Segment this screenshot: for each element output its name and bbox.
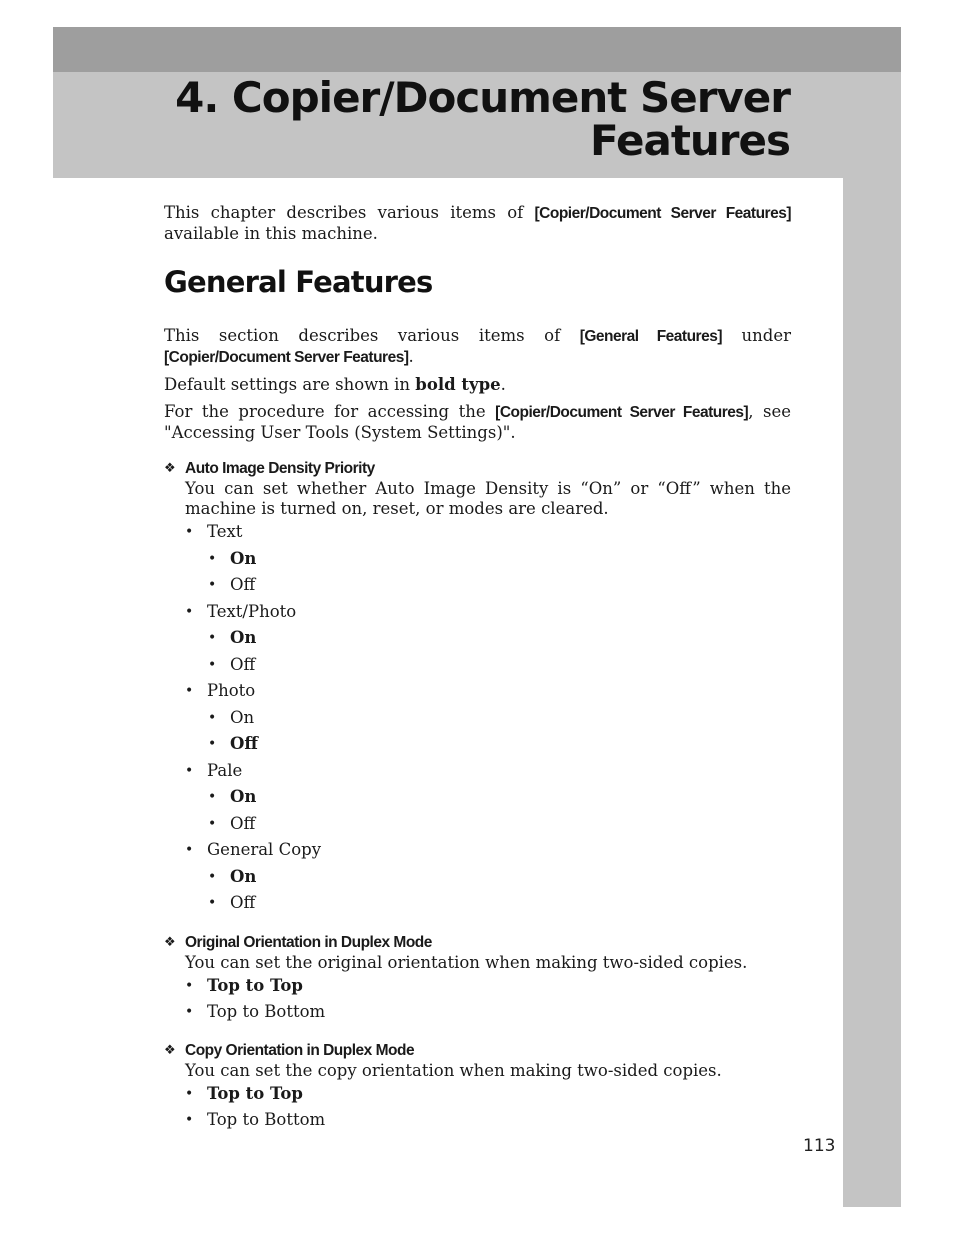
option-list	[164, 1081, 791, 1133]
option-list	[164, 973, 791, 1025]
list-item	[185, 890, 791, 917]
item-auto-image-density-heading	[164, 459, 791, 479]
list-item	[185, 811, 791, 838]
para3-post: , see "Accessing User Tools (System Settings)".	[164, 402, 791, 442]
list-item	[185, 999, 791, 1025]
item-description: You can set the original orientation when making two-sided copies.	[185, 952, 748, 972]
bullet-icon: •	[208, 895, 217, 912]
bullet-icon: •	[185, 524, 194, 541]
bullet-icon: •	[208, 550, 217, 567]
chapter-title-line1: 4. Copier/Document Server	[175, 73, 790, 122]
item-original-orientation-heading	[164, 933, 791, 953]
diamond-bullet-icon: ❖	[164, 461, 176, 476]
item-title: Auto Image Density Priority	[185, 460, 375, 477]
section-paragraph-2	[164, 375, 791, 395]
list-item	[185, 546, 791, 573]
option-default: On	[230, 548, 257, 568]
bullet-icon: •	[185, 977, 194, 994]
list-item	[185, 678, 791, 758]
list-item	[185, 572, 791, 599]
bullet-icon: •	[185, 1111, 194, 1128]
bullet-icon: •	[208, 630, 217, 647]
list-item	[185, 731, 791, 758]
list-item	[185, 652, 791, 679]
intro-paragraph	[164, 203, 791, 244]
option: Top to Bottom	[207, 1109, 326, 1129]
list-item	[185, 784, 791, 811]
option-default: On	[230, 628, 257, 648]
list-item	[185, 837, 791, 917]
side-tab-band	[843, 178, 901, 1207]
option-default: Top to Top	[207, 975, 303, 995]
bullet-icon: •	[185, 762, 194, 779]
item-title: Copy Orientation in Duplex Mode	[185, 1041, 415, 1059]
bullet-icon: •	[208, 815, 217, 832]
option: Off	[230, 654, 256, 674]
bullet-icon: •	[208, 709, 217, 726]
page-number: 113	[803, 1136, 836, 1156]
para2-bold: bold type	[415, 375, 501, 394]
mode-name: Text	[207, 522, 243, 542]
option: On	[230, 707, 255, 727]
section-paragraph-3	[164, 402, 791, 443]
item-description: You can set whether Auto Image Density is “On” or “Off” when the machine is turned on, reset, or modes are cleared.	[185, 479, 791, 518]
para2-pre: Default settings are shown in	[164, 375, 416, 394]
option: Off	[230, 575, 256, 595]
chapter-title-line2: Features	[590, 116, 790, 165]
mode-list	[164, 519, 791, 917]
list-item	[185, 758, 791, 838]
bullet-icon: •	[185, 603, 194, 620]
list-item	[185, 599, 791, 679]
bullet-icon: •	[208, 736, 217, 753]
list-item	[185, 705, 791, 732]
bullet-icon: •	[185, 1003, 194, 1020]
para3-key: [Copier/Document Server Features]	[495, 404, 749, 421]
list-item	[185, 625, 791, 652]
bullet-icon: •	[185, 842, 194, 859]
intro-text-pre: This chapter describes various items of	[164, 203, 535, 222]
list-item	[185, 1081, 791, 1107]
section-title: General Features	[164, 265, 433, 299]
para1-post: .	[408, 347, 414, 366]
option-default: On	[230, 787, 257, 807]
option: Top to Bottom	[207, 1001, 326, 1021]
bullet-icon: •	[208, 868, 217, 885]
option: Off	[230, 893, 256, 913]
para2-post: .	[500, 375, 506, 394]
option-default: Top to Top	[207, 1083, 303, 1103]
intro-text-post: available in this machine.	[164, 224, 378, 243]
item-title: Original Orientation in Duplex Mode	[185, 933, 432, 951]
mode-name: General Copy	[207, 840, 322, 860]
para1-key2: [Copier/Document Server Features]	[164, 349, 409, 366]
bullet-icon: •	[208, 656, 217, 673]
list-item	[185, 519, 791, 599]
option-default: Off	[230, 734, 258, 754]
bullet-icon: •	[208, 577, 217, 594]
para1-pre: This section describes various items of	[164, 326, 580, 345]
bullet-icon: •	[185, 683, 194, 700]
page-content	[164, 203, 791, 1133]
header-top-band	[53, 27, 901, 72]
list-item	[185, 1107, 791, 1133]
list-item	[185, 864, 791, 891]
option-default: On	[230, 866, 257, 886]
mode-name: Pale	[207, 760, 243, 780]
intro-key-term: [Copier/Document Server Features]	[534, 205, 791, 222]
para3-pre: For the procedure for accessing the	[164, 402, 496, 421]
para1-mid: under	[721, 326, 791, 345]
bullet-icon: •	[185, 1085, 194, 1102]
diamond-bullet-icon: ❖	[164, 1042, 176, 1058]
diamond-bullet-icon: ❖	[164, 934, 176, 950]
item-copy-orientation-heading	[164, 1041, 791, 1061]
mode-name: Text/Photo	[207, 601, 297, 621]
mode-name: Photo	[207, 681, 256, 701]
para1-key1: [General Features]	[579, 328, 722, 345]
list-item	[185, 973, 791, 999]
item-description: You can set the copy orientation when making two-sided copies.	[185, 1060, 722, 1080]
section-paragraph-1	[164, 326, 791, 368]
chapter-title	[175, 73, 790, 165]
bullet-icon: •	[208, 789, 217, 806]
option: Off	[230, 813, 256, 833]
